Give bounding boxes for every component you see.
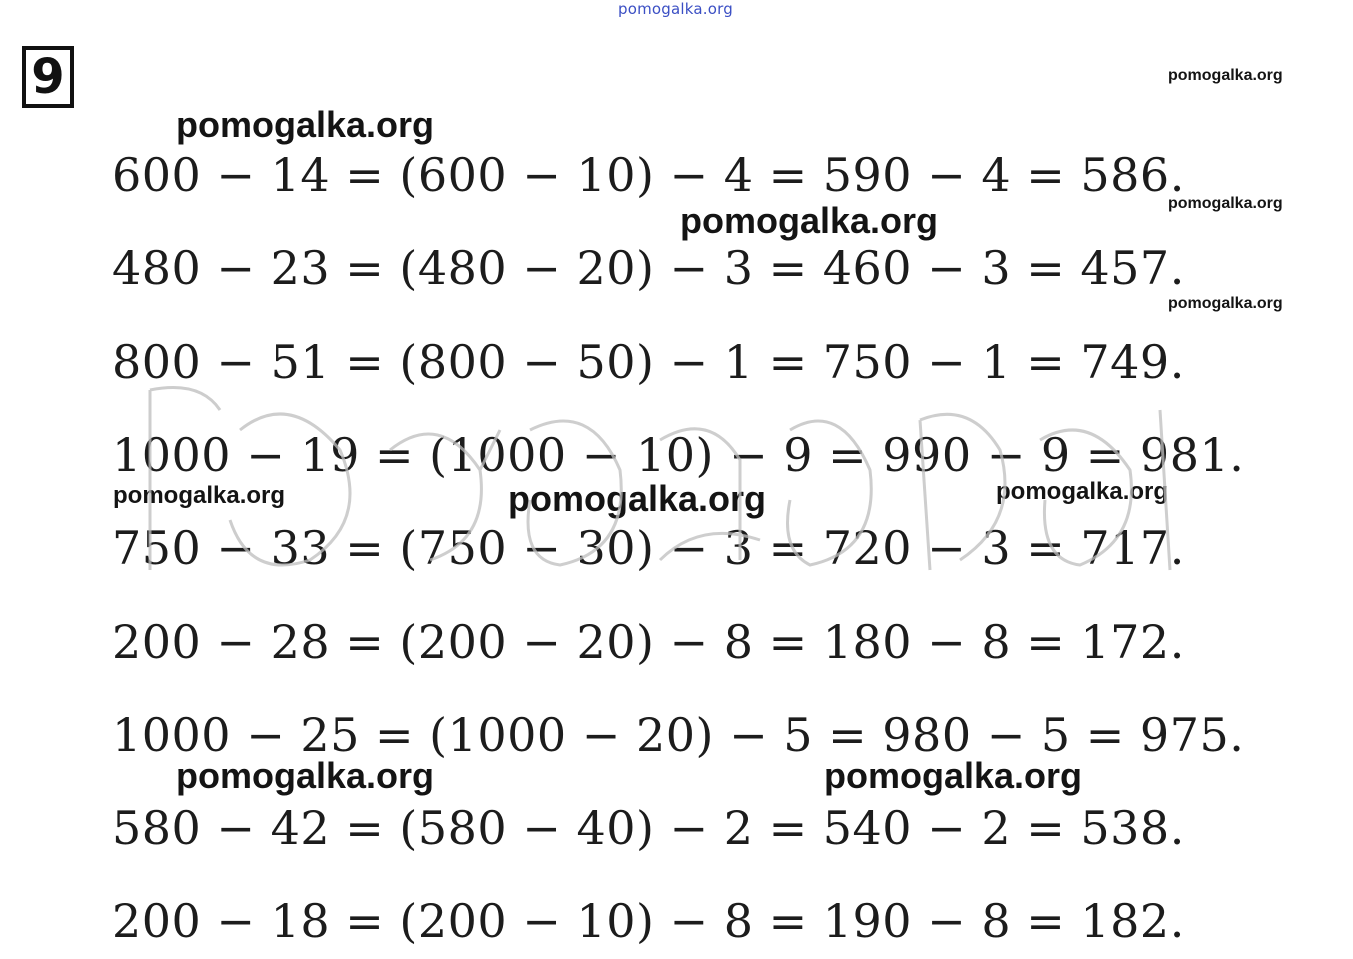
watermark: pomogalka.org xyxy=(680,200,939,241)
task-number: 9 xyxy=(31,49,65,105)
watermark: pomogalka.org xyxy=(508,478,767,519)
watermark: pomogalka.org xyxy=(176,104,435,145)
equation-line: 600 − 14 = (600 − 10) − 4 = 590 − 4 = 586. xyxy=(112,148,1185,202)
watermark: pomogalka.org xyxy=(824,755,1083,796)
equation-line: 200 − 28 = (200 − 20) − 8 = 180 − 8 = 172. xyxy=(112,615,1185,669)
watermark: pomogalka.org xyxy=(176,755,435,796)
equation-line: 750 − 33 = (750 − 30) − 3 = 720 − 3 = 717. xyxy=(112,521,1185,575)
watermark: pomogalka.org xyxy=(1168,295,1283,312)
equation-line: 580 − 42 = (580 − 40) − 2 = 540 − 2 = 538. xyxy=(112,801,1185,855)
equation-line: 200 − 18 = (200 − 10) − 8 = 190 − 8 = 182. xyxy=(112,894,1185,948)
equation-line: 800 − 51 = (800 − 50) − 1 = 750 − 1 = 749. xyxy=(112,335,1185,389)
source-link[interactable]: pomogalka.org xyxy=(618,0,733,18)
watermark: pomogalka.org xyxy=(996,478,1169,505)
watermark: pomogalka.org xyxy=(1168,67,1283,84)
equation-line: 1000 − 25 = (1000 − 20) − 5 = 980 − 5 = 975. xyxy=(112,708,1245,762)
equation-line: 480 − 23 = (480 − 20) − 3 = 460 − 3 = 457. xyxy=(112,241,1185,295)
equation-line: 1000 − 19 = (1000 − 10) − 9 = 990 − 9 = 981. xyxy=(112,428,1245,482)
watermark: pomogalka.org xyxy=(1168,195,1283,212)
watermark: pomogalka.org xyxy=(113,482,286,509)
task-number-box xyxy=(22,46,74,108)
